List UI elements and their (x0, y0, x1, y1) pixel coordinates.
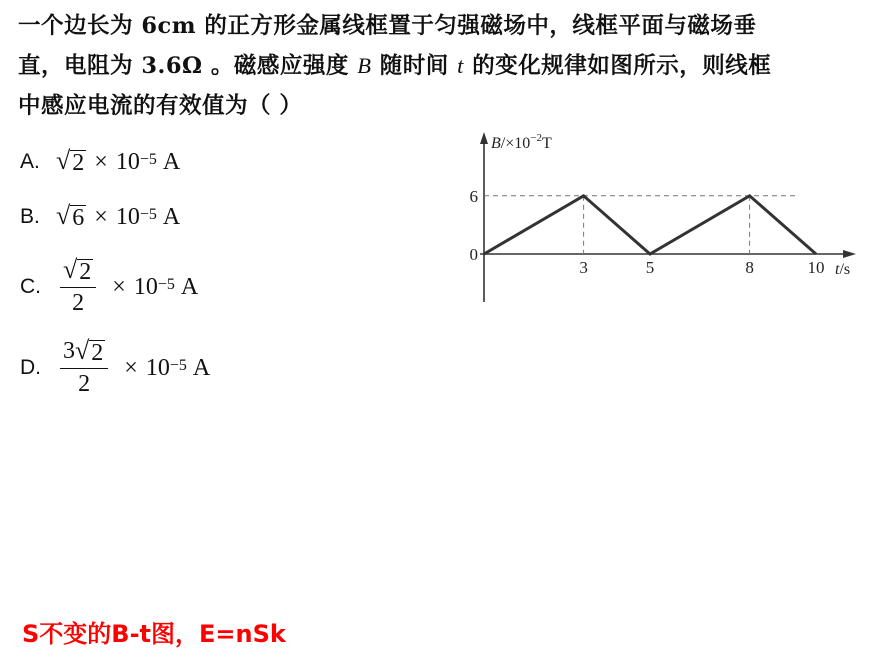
option-c-letter: C. (20, 275, 41, 299)
question-line-1: 一个边长为 6cm 的正方形金属线框置于匀强磁场中，线框平面与磁场垂 (18, 13, 757, 39)
sqrt-symbol: √ 2 (56, 146, 85, 176)
unit-ampere: A (192, 354, 211, 381)
fraction-numerator (60, 338, 108, 369)
coefficient: 3 (63, 338, 75, 364)
series-line (484, 196, 816, 254)
b-t-graph (465, 130, 865, 310)
power-exponent: −5 (139, 206, 157, 224)
power-base: 10 (115, 148, 140, 175)
option-a-letter: A. (20, 150, 40, 174)
option-c-expression (56, 257, 198, 317)
x-axis-arrow (843, 250, 856, 258)
unit-ampere: A (180, 273, 199, 300)
question-text (18, 6, 884, 126)
variable-B: B (357, 53, 372, 78)
origin-label: 0 (469, 245, 478, 264)
option-b[interactable] (20, 203, 180, 231)
question-line-3: 中感应电流的有效值为（ ） (18, 93, 303, 119)
radicand: 2 (91, 340, 104, 366)
question-line-2-part-b: 随时间 (371, 53, 458, 79)
power-exponent: −5 (139, 151, 157, 169)
option-a-expression (56, 148, 180, 176)
hint-note: S不变的B-t图，E=nSk (22, 620, 286, 648)
option-d[interactable] (20, 338, 210, 398)
y-tick-label-0: 6 (469, 186, 478, 206)
x-tick-label-0: 3 (579, 258, 588, 277)
power-base: 10 (115, 203, 140, 230)
fraction-denominator: 2 (78, 371, 91, 398)
fraction-denominator: 2 (72, 290, 85, 317)
x-tick-label-2: 8 (745, 258, 754, 277)
option-d-letter: D. (20, 356, 41, 380)
power-base: 10 (133, 273, 158, 300)
radicand: 2 (72, 150, 85, 176)
question-line-2-part-a: 直，电阻为 3.6Ω 。磁感应强度 (18, 53, 358, 79)
times-sign: × (112, 273, 126, 300)
question-line-2-part-c: 的变化规律如图所示，则线框 (463, 53, 772, 79)
times-sign: × (94, 148, 108, 175)
question-line-2 (18, 46, 884, 86)
fraction (60, 338, 108, 398)
option-b-expression (56, 203, 180, 231)
times-sign: × (94, 203, 108, 230)
sqrt-symbol: √ 2 (75, 336, 104, 366)
x-tick-label-1: 5 (645, 258, 655, 277)
x-tick-label-3: 10 (807, 258, 825, 277)
fraction (60, 257, 96, 317)
option-a[interactable] (20, 148, 180, 176)
power-base: 10 (145, 354, 170, 381)
option-c[interactable] (20, 257, 198, 317)
unit-ampere: A (162, 148, 181, 175)
y-axis-arrow (480, 132, 488, 144)
variable-t: t (457, 53, 464, 78)
sqrt-symbol: √ 6 (56, 201, 85, 231)
option-d-expression (56, 338, 210, 398)
times-sign: × (124, 354, 138, 381)
unit-ampere: A (162, 203, 181, 230)
power-exponent: −5 (157, 276, 175, 294)
radicand: 2 (79, 259, 92, 285)
sqrt-symbol: √ 2 (63, 255, 92, 285)
y-axis-label: $B/\times 10^{-2}T$ (491, 132, 552, 152)
power-exponent: −5 (169, 357, 187, 375)
x-axis-label: t/s (835, 261, 851, 278)
radicand: 6 (72, 205, 85, 231)
option-b-letter: B. (20, 205, 40, 229)
fraction-numerator (60, 257, 96, 288)
